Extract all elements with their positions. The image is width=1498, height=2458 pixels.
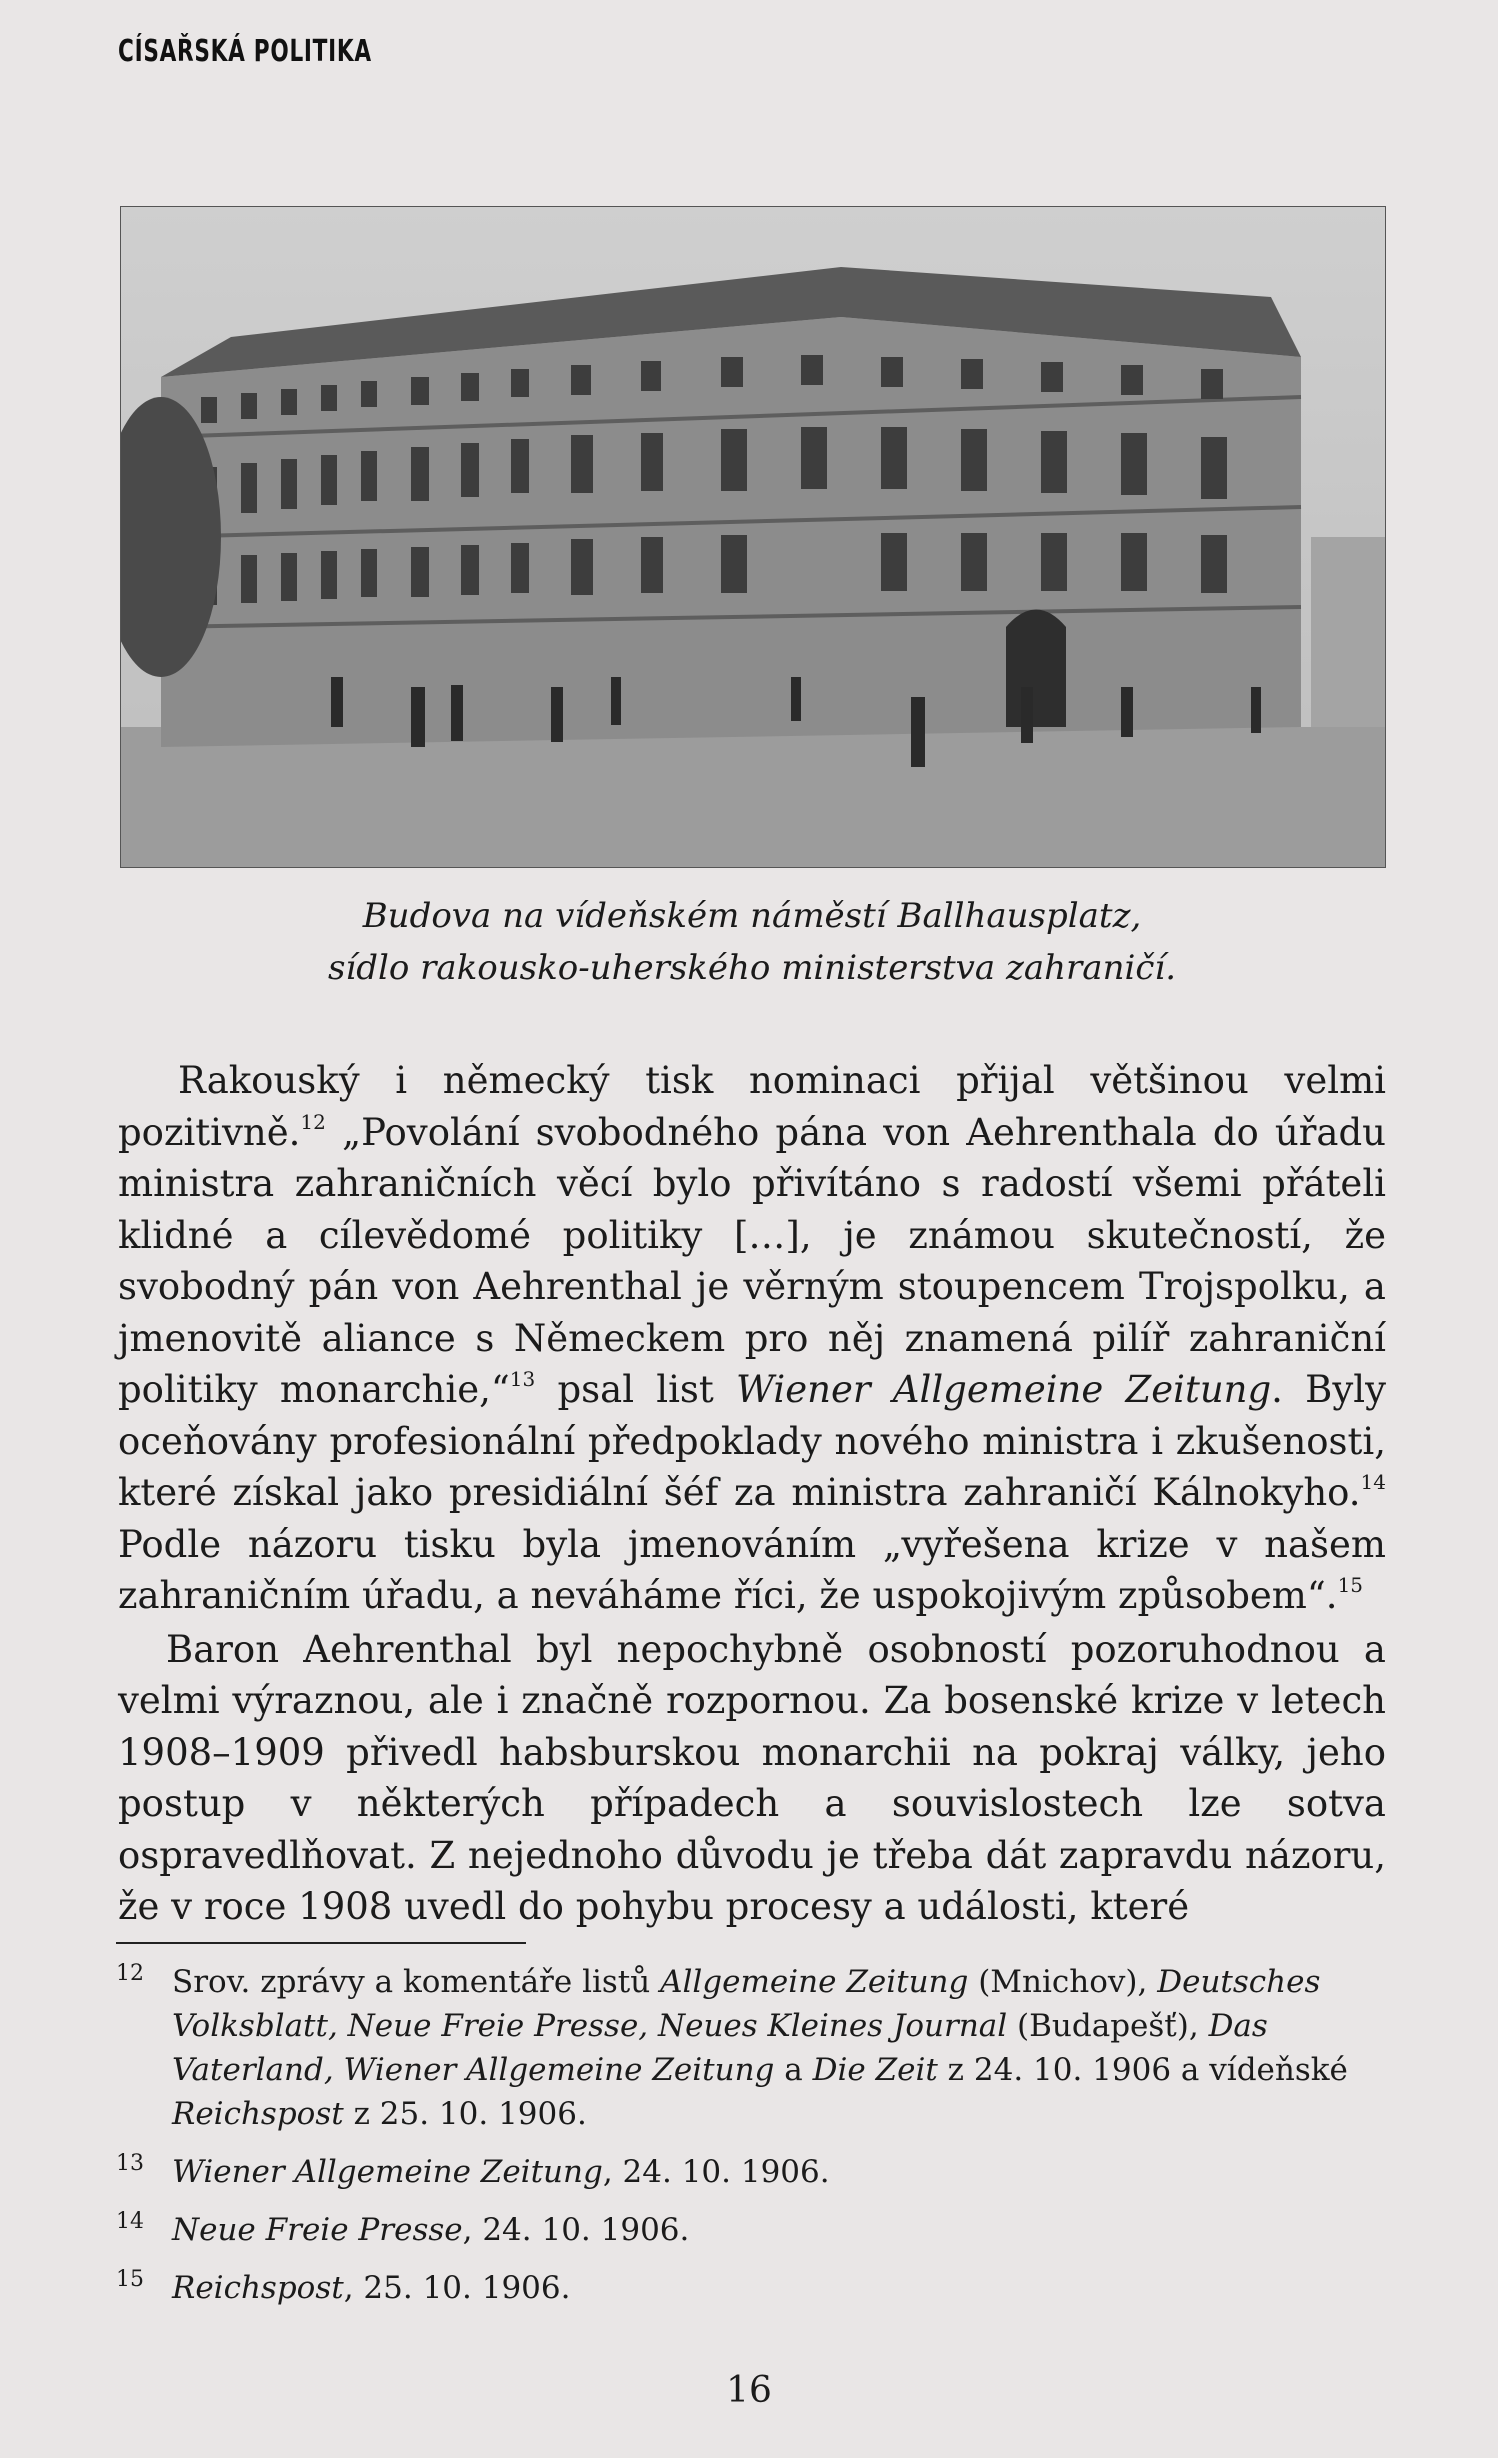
- footnote-14: 14 Neue Freie Presse, 24. 10. 1906.: [116, 2208, 1386, 2252]
- footnote-ref-12: 12: [300, 1109, 326, 1134]
- footnote-ref-15: 15: [1337, 1573, 1364, 1597]
- caption-line-1: Budova na vídeňském náměstí Ballhausplatz,: [362, 896, 1142, 936]
- footnote-rule: [116, 1942, 526, 1944]
- footnotes: [116, 1960, 1386, 2324]
- running-head: CÍSAŘSKÁ POLITIKA: [118, 34, 372, 69]
- paragraph-1: Rakouský i německý tisk nominaci přijal většinou velmi pozitivně.$^{12}$ „Povolání svobodného pána von Aehrenthala do úřadu ministra zahraničních věcí bylo přivítáno s radostí všemi přáteli klidné a cílevědomé politiky […], je známou skutečností, že svobodný pán von Aehrenthal je věrným stoupencem Trojspolku, a jmenovitě aliance s Německem pro něj znamená pilíř zahraniční politiky monarchie,“$^{13}$ psal list Wiener Allgemeine Zeitung. Byly oceňovány profesionální předpoklady nového ministra i zkušenosti, které získal jako presidiální šéf za ministra zahraničí Kálnokyho.$^{14}$ Podle názoru tisku byla jmenováním „vyřešena krize v našem zahraničním úřadu, a neváháme říci, že uspokojivým způsobem“.$^{15}$: [118, 1059, 1386, 1617]
- footnote-ref-14: 14: [1360, 1470, 1386, 1494]
- footnote-12: 12 Srov. zprávy a komentáře listů Allgemeine Zeitung (Mnichov), Deutsches Volksblatt, Neue Freie Presse, Neues Kleines Journal (Budapešť), Das Vaterland, Wiener Allgemeine Zeitung a Die Zeit z 24. 10. 1906 a vídeňské Reichspost z 25. 10. 1906.: [116, 1960, 1386, 2136]
- building-photo-illustration: [121, 207, 1385, 867]
- footnote-number: 15: [116, 2267, 144, 2292]
- footnote-15: 15 Reichspost, 25. 10. 1906.: [116, 2266, 1386, 2310]
- footnote-ref-13: 13: [509, 1367, 536, 1391]
- newspaper-title: Wiener Allgemeine Zeitung: [736, 1368, 1272, 1411]
- footnote-number: 13: [116, 2151, 144, 2176]
- caption-line-2: sídlo rakousko-uherského ministerstva zahraničí.: [327, 948, 1177, 988]
- photo-caption: [120, 890, 1384, 994]
- footnote-number: 14: [116, 2209, 144, 2234]
- footnote-number: 12: [116, 1961, 144, 1986]
- ballhausplatz-photo: [120, 206, 1386, 868]
- footnote-13: 13 Wiener Allgemeine Zeitung, 24. 10. 1906.: [116, 2150, 1386, 2194]
- paragraph-2: Baron Aehrenthal byl nepochybně osobností pozoruhodnou a velmi výraznou, ale i značně rozpornou. Za bosenské krize v letech 1908–1909 přivedl habsburskou monarchii na pokraj války, jeho postup v některých případech a souvislostech lze sotva ospravedlňovat. Z nejednoho důvodu je třeba dát zapravdu názoru, že v roce 1908 uvedl do pohybu procesy a události, které: [118, 1627, 1386, 1928]
- page-number: 16: [726, 2370, 772, 2411]
- body-text: [118, 1055, 1386, 1933]
